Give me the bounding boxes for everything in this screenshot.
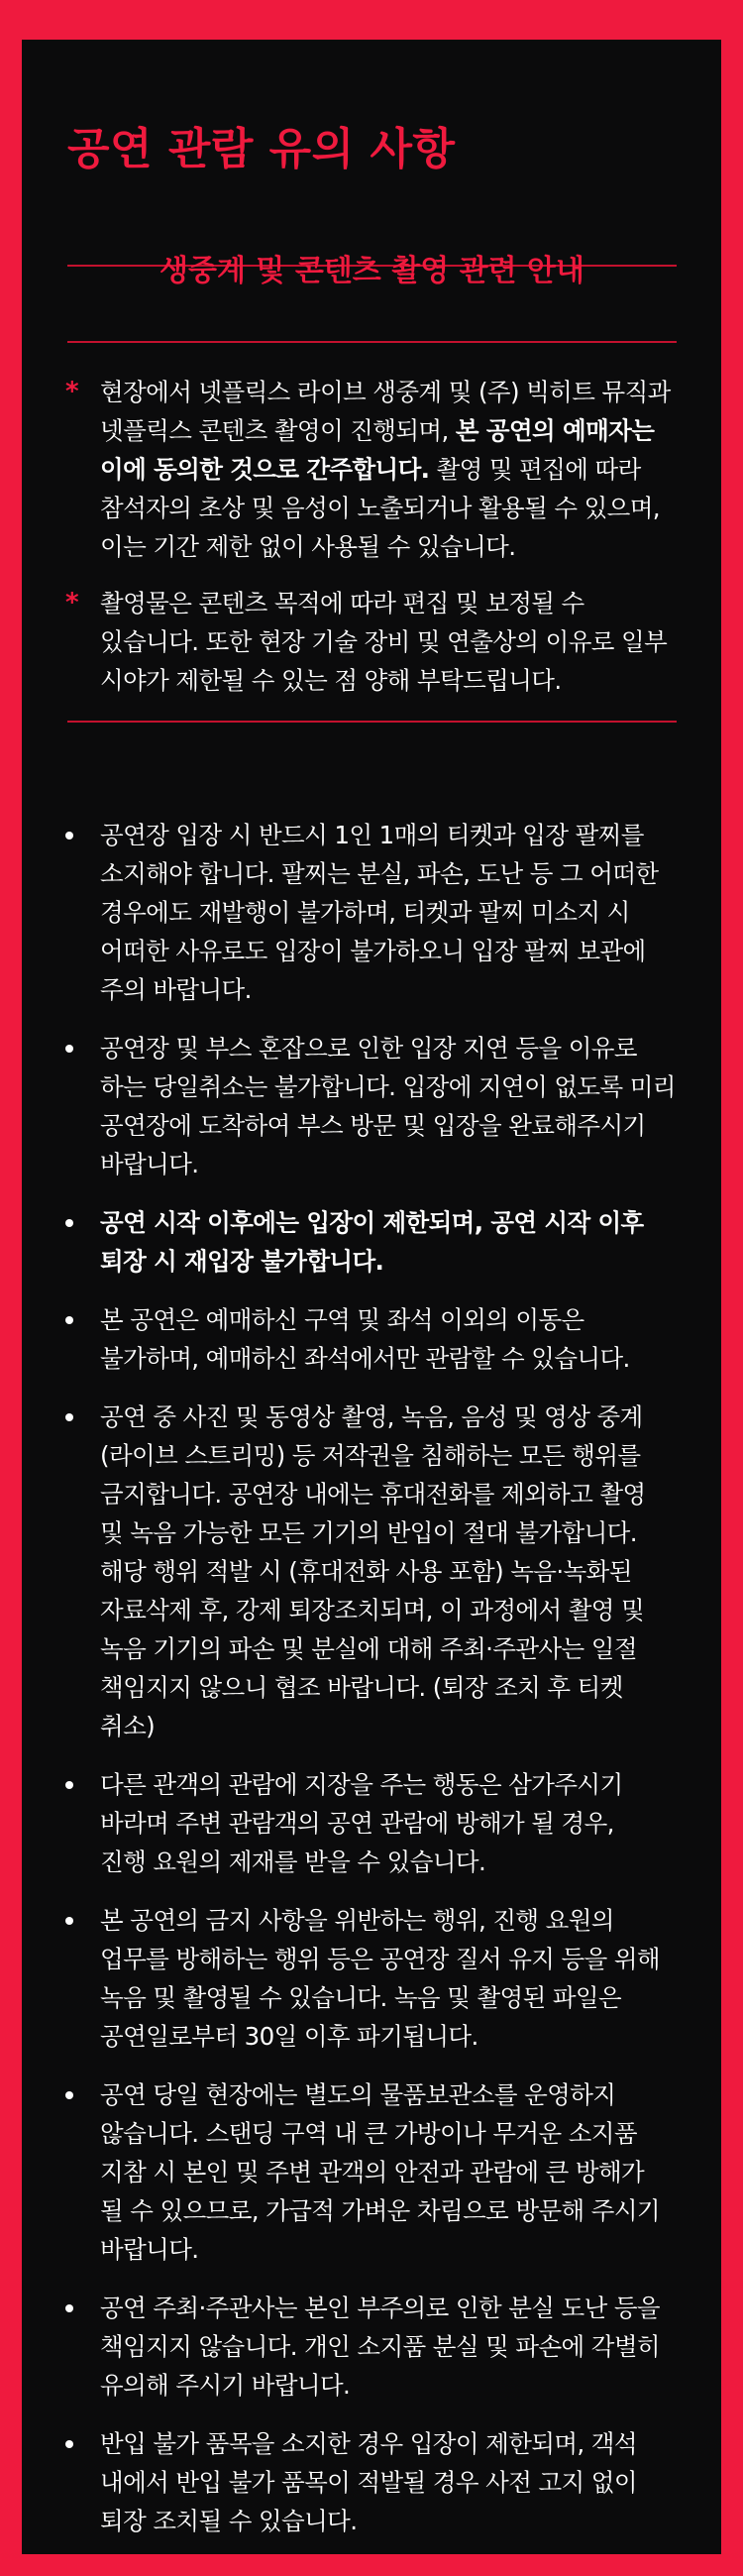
text-line bbox=[100, 1398, 684, 1436]
text-line bbox=[100, 816, 684, 854]
text-line bbox=[100, 1629, 684, 1668]
text-line bbox=[100, 1940, 684, 1978]
notice-item bbox=[22, 584, 721, 700]
text-line bbox=[100, 489, 682, 527]
text-line bbox=[100, 2153, 684, 2191]
bullet-icon bbox=[65, 2091, 73, 2099]
text-line bbox=[100, 2191, 684, 2230]
body-text: 유의해 주시기 바랍니다. bbox=[100, 2371, 351, 2400]
text-line bbox=[100, 1765, 684, 1804]
body-text: 취소) bbox=[100, 1712, 156, 1740]
text-line bbox=[100, 1552, 684, 1591]
body-text: (라이브 스트리밍) 등 저작권을 침해하는 모든 행위를 bbox=[100, 1441, 641, 1470]
rule-item bbox=[22, 1765, 721, 1881]
body-text: 참석자의 초상 및 음성이 노출되거나 활용될 수 있으며, bbox=[100, 494, 660, 522]
text-line bbox=[100, 1339, 684, 1378]
text-line bbox=[100, 1436, 684, 1475]
text-line bbox=[100, 1591, 684, 1629]
body-text: 다른 관객의 관람에 지장을 주는 행동은 삼가주시기 bbox=[100, 1770, 623, 1799]
body-text: 불가하며, 예매하신 좌석에서만 관람할 수 있습니다. bbox=[100, 1344, 630, 1373]
rule-item bbox=[22, 2424, 721, 2540]
bullet-icon bbox=[65, 1413, 73, 1421]
rule-item bbox=[22, 2075, 721, 2269]
body-text: 금지합니다. 공연장 내에는 휴대전화를 제외하고 촬영 bbox=[100, 1480, 646, 1509]
notice-item bbox=[22, 373, 721, 566]
text-line bbox=[100, 411, 682, 450]
text-line bbox=[100, 1978, 684, 2017]
body-text: 책임지지 않습니다. 개인 소지품 분실 및 파손에 각별히 bbox=[100, 2332, 660, 2361]
bullet-icon bbox=[65, 832, 73, 840]
body-text: 바라며 주변 관람객의 공연 관람에 방해가 될 경우, bbox=[100, 1809, 614, 1838]
rule-item bbox=[22, 2289, 721, 2405]
body-text: 소지해야 합니다. 팔찌는 분실, 파손, 도난 등 그 어떠한 bbox=[100, 859, 659, 888]
text-line bbox=[100, 932, 684, 970]
text-line bbox=[100, 2424, 684, 2463]
bullet-icon bbox=[65, 2304, 73, 2312]
body-text: 지참 시 본인 및 주변 관객의 안전과 관람에 큰 방해가 bbox=[100, 2158, 645, 2186]
section-title: 생중계 및 콘텐츠 촬영 관련 안내 bbox=[159, 254, 584, 288]
rule-item bbox=[22, 1901, 721, 2056]
text-line bbox=[100, 2017, 684, 2056]
divider-section bbox=[67, 341, 677, 343]
text-line bbox=[100, 970, 684, 1009]
body-text: 공연장 입장 시 반드시 1인 1매의 티켓과 입장 팔찌를 bbox=[100, 821, 644, 849]
body-text: 녹음 기기의 파손 및 분실에 대해 주최·주관사는 일절 bbox=[100, 1634, 637, 1663]
rule-item bbox=[22, 1398, 721, 1745]
body-text: 내에서 반입 불가 품목이 적발될 경우 사전 고지 없이 bbox=[100, 2468, 637, 2497]
body-text: 진행 요원의 제재를 받을 수 있습니다. bbox=[100, 1848, 486, 1876]
text-line bbox=[100, 1067, 684, 1106]
bullet-icon bbox=[65, 1219, 73, 1227]
body-text: 및 녹음 가능한 모든 기기의 반입이 절대 불가합니다. bbox=[100, 1518, 637, 1547]
body-text: 본 공연의 금지 사항을 위반하는 행위, 진행 요원의 bbox=[100, 1906, 614, 1935]
bullet-icon bbox=[65, 1045, 73, 1053]
body-text: 바랍니다. bbox=[100, 2235, 199, 2264]
body-text: 공연장 및 부스 혼잡으로 인한 입장 지연 등을 이유로 bbox=[100, 1034, 637, 1063]
text-line bbox=[100, 1203, 684, 1242]
bullet-icon bbox=[65, 1917, 73, 1925]
text-line bbox=[100, 1804, 684, 1843]
text-line bbox=[100, 1475, 684, 1513]
body-text: 자료삭제 후, 강제 퇴장조치되며, 이 과정에서 촬영 및 bbox=[100, 1596, 645, 1624]
bullet-icon bbox=[65, 1781, 73, 1789]
body-text: 현장에서 넷플릭스 라이브 생중계 및 (주) 빅히트 뮤직과 bbox=[100, 378, 671, 406]
body-text: 시야가 제한될 수 있는 점 양해 부탁드립니다. bbox=[100, 666, 562, 695]
body-text: 될 수 있으므로, 가급적 가벼운 차림으로 방문해 주시기 bbox=[100, 2196, 660, 2225]
body-text: 퇴장 조치될 수 있습니다. bbox=[100, 2507, 358, 2535]
body-text: 하는 당일취소는 불가합니다. 입장에 지연이 없도록 미리 bbox=[100, 1072, 676, 1101]
notice-panel bbox=[22, 40, 721, 2554]
rule-item bbox=[22, 1203, 721, 1281]
text-line bbox=[100, 2289, 684, 2327]
body-text: 책임지지 않으니 협조 바랍니다. (퇴장 조치 후 티켓 bbox=[100, 1673, 623, 1702]
body-text: 공연 중 사진 및 동영상 촬영, 녹음, 음성 및 영상 중계 bbox=[100, 1402, 643, 1431]
text-line bbox=[100, 2114, 684, 2153]
body-text: 공연장에 도착하여 부스 방문 및 입장을 완료해주시기 bbox=[100, 1111, 646, 1140]
asterisk-icon: * bbox=[65, 588, 78, 617]
body-text: 공연 당일 현장에는 별도의 물품보관소를 운영하지 bbox=[100, 2080, 616, 2109]
text-line bbox=[100, 2075, 684, 2114]
text-line bbox=[100, 1513, 684, 1552]
body-text: 공연 주최·주관사는 본인 부주의로 인한 분실 도난 등을 bbox=[100, 2294, 660, 2322]
emphasis-text: 공연 시작 이후에는 입장이 제한되며, 공연 시작 이후 bbox=[100, 1208, 644, 1237]
rule-item bbox=[22, 1300, 721, 1378]
text-line bbox=[100, 2502, 684, 2540]
rule-item bbox=[22, 1029, 721, 1183]
body-text: 촬영 및 편집에 따라 bbox=[429, 455, 641, 484]
body-text: 있습니다. 또한 현장 기술 장비 및 연출상의 이유로 일부 bbox=[100, 627, 668, 656]
text-line bbox=[100, 854, 684, 893]
asterisk-icon: * bbox=[65, 377, 78, 406]
text-line bbox=[100, 2463, 684, 2502]
body-text: 넷플릭스 콘텐츠 촬영이 진행되며, bbox=[100, 416, 456, 445]
body-text: 이는 기간 제한 없이 사용될 수 있습니다. bbox=[100, 532, 516, 561]
text-line bbox=[100, 450, 682, 489]
body-text: 어떠한 사유로도 입장이 불가하오니 입장 팔찌 보관에 bbox=[100, 937, 646, 965]
text-line bbox=[100, 1029, 684, 1067]
body-text: 경우에도 재발행이 불가하며, 티켓과 팔찌 미소지 시 bbox=[100, 898, 630, 927]
rules-list bbox=[22, 816, 721, 2560]
divider-middle bbox=[67, 721, 677, 723]
emphasis-text: 퇴장 시 재입장 불가합니다. bbox=[100, 1247, 384, 1276]
body-text: 녹음 및 촬영될 수 있습니다. 녹음 및 촬영된 파일은 bbox=[100, 1983, 622, 2012]
body-text: 않습니다. 스탠딩 구역 내 큰 가방이나 무거운 소지품 bbox=[100, 2119, 637, 2148]
emphasis-text: 본 공연의 예매자는 bbox=[455, 416, 655, 445]
text-line bbox=[100, 2327, 684, 2366]
body-text: 바랍니다. bbox=[100, 1150, 199, 1178]
text-line bbox=[100, 527, 682, 566]
page-title: 공연 관람 유의 사항 bbox=[67, 124, 456, 174]
emphasis-text: 이에 동의한 것으로 간주합니다. bbox=[100, 455, 430, 484]
text-line bbox=[100, 893, 684, 932]
body-text: 해당 행위 적발 시 (휴대전화 사용 포함) 녹음·녹화된 bbox=[100, 1557, 632, 1586]
text-line bbox=[100, 373, 682, 411]
body-text: 업무를 방해하는 행위 등은 공연장 질서 유지 등을 위해 bbox=[100, 1945, 660, 1973]
text-line bbox=[100, 1843, 684, 1881]
text-line bbox=[100, 2366, 684, 2405]
text-line bbox=[100, 1145, 684, 1183]
body-text: 촬영물은 콘텐츠 목적에 따라 편집 및 보정될 수 bbox=[100, 589, 584, 617]
body-text: 공연일로부터 30일 이후 파기됩니다. bbox=[100, 2022, 478, 2051]
text-line bbox=[100, 1707, 684, 1745]
broadcast-notice-list bbox=[22, 373, 721, 718]
text-line bbox=[100, 1242, 684, 1281]
text-line bbox=[100, 584, 682, 622]
text-line bbox=[100, 1901, 684, 1940]
text-line bbox=[100, 1300, 684, 1339]
text-line bbox=[100, 1668, 684, 1707]
text-line bbox=[100, 2230, 684, 2269]
rule-item bbox=[22, 816, 721, 1009]
text-line bbox=[100, 622, 682, 661]
text-line bbox=[100, 1106, 684, 1145]
bullet-icon bbox=[65, 1316, 73, 1324]
text-line bbox=[100, 661, 682, 700]
body-text: 반입 불가 품목을 소지한 경우 입장이 제한되며, 객석 bbox=[100, 2429, 637, 2458]
body-text: 주의 바랍니다. bbox=[100, 975, 252, 1004]
body-text: 본 공연은 예매하신 구역 및 좌석 이외의 이동은 bbox=[100, 1305, 584, 1334]
bullet-icon bbox=[65, 2440, 73, 2448]
